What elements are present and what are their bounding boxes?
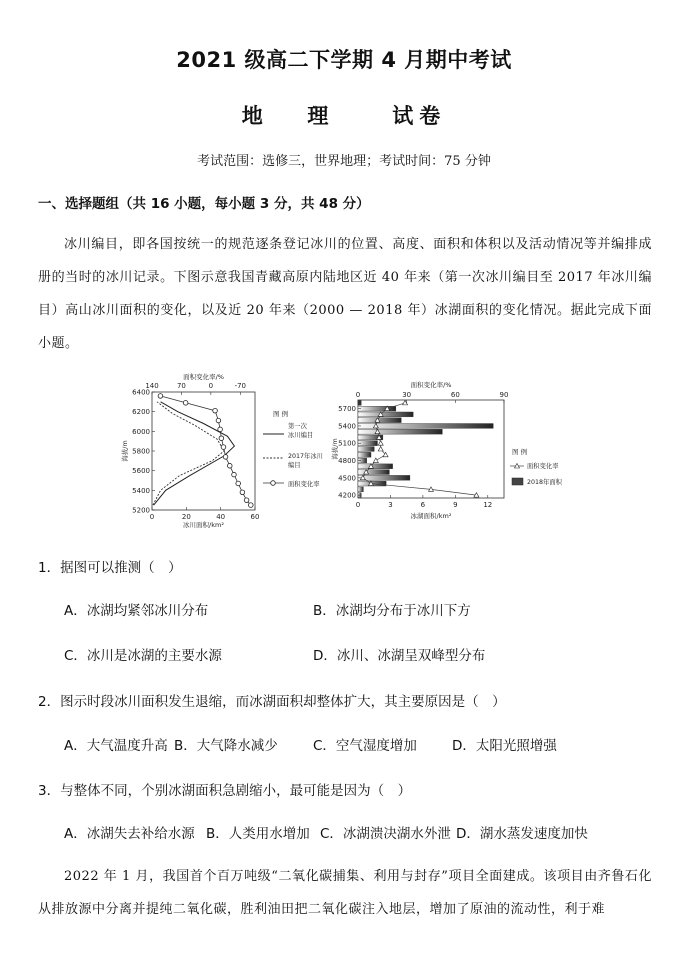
change-rate-point [216, 418, 221, 423]
series-2017-inventory-line [153, 402, 224, 505]
q1-option-d[interactable]: D．冰川、冰湖呈双峰型分布 [313, 648, 486, 664]
q2-option-d[interactable]: D．太阳光照增强 [452, 738, 557, 754]
legend-label-first: 第一次 [288, 423, 307, 430]
legend-label-rate: 面积变化率 [527, 463, 559, 470]
change-rate-point [183, 401, 188, 406]
change-rate-point [219, 436, 224, 441]
top-tick-label: 90 [499, 391, 509, 399]
y-tick-label: 5700 [338, 405, 356, 414]
exam-title: 2021 级高二下学期 4 月期中考试 [176, 48, 512, 72]
top-tick-label: -70 [234, 382, 247, 390]
y-tick-label: 6400 [132, 388, 150, 397]
x-tick-label: 12 [483, 501, 493, 509]
change-rate-point [221, 445, 226, 450]
x-tick-label: 9 [453, 501, 458, 509]
change-rate-point [218, 427, 223, 432]
lake-area-bar [358, 400, 361, 405]
q3-option-c[interactable]: C．冰湖溃决湖水外泄 [320, 826, 451, 842]
plot-frame [152, 392, 255, 510]
q2-option-a[interactable]: A．大气温度升高 [64, 738, 168, 754]
x-tick-label: 20 [181, 513, 191, 521]
x-tick-label: 40 [216, 513, 226, 521]
q1-option-c[interactable]: C．冰川是冰湖的主要水源 [64, 648, 222, 664]
x-tick-label: 6 [420, 501, 426, 509]
y-tick-label: 5100 [338, 439, 356, 448]
exam-subtitle: 地 理 试卷 [241, 104, 447, 128]
y-tick-label: 6200 [132, 408, 150, 417]
change-rate-point [244, 498, 249, 503]
legend-label-2017: 2017年冰川 [288, 453, 323, 460]
lake-area-bar [358, 464, 393, 469]
legend-label-area: 2018年面积 [527, 479, 562, 486]
y-tick-label: 5400 [132, 486, 150, 495]
lake-area-bar [358, 452, 371, 457]
top-tick-label: 140 [145, 382, 159, 390]
change-rate-point [232, 472, 237, 477]
y-tick-label: 6000 [132, 427, 150, 436]
top-tick-label: 60 [450, 391, 460, 399]
q3-option-d[interactable]: D．湖水蒸发速度加快 [456, 826, 588, 842]
change-rate-point [158, 394, 163, 399]
legend-label-2017-2: 编目 [288, 462, 301, 469]
q1-option-a[interactable]: A．冰湖均紧邻冰川分布 [64, 603, 209, 619]
y-tick-label: 5800 [132, 447, 150, 456]
q2-option-c[interactable]: C．空气湿度增加 [313, 738, 417, 754]
glacier-chart [118, 372, 348, 528]
change-rate-point [213, 408, 218, 413]
y-tick-label: 5600 [132, 467, 150, 476]
y-axis-title: 海拔/m [331, 438, 339, 460]
legend-title: 图 例 [273, 410, 289, 418]
legend-title: 图 例 [512, 448, 528, 456]
lake-change-rate-point [378, 447, 383, 452]
y-tick-label: 5400 [338, 422, 356, 431]
lake-area-bar [358, 447, 374, 452]
series-first-inventory-line [154, 402, 235, 505]
y-tick-label: 4800 [338, 457, 356, 466]
change-rate-point [240, 490, 245, 495]
question-3: 3．与整体不同，个别冰湖面积急剧缩小，最可能是因为（ ） [38, 783, 412, 799]
lake-change-rate-point [373, 458, 378, 463]
q3-option-b[interactable]: B．人类用水增加 [206, 826, 310, 842]
x-tick-label: 60 [250, 513, 260, 521]
series-change-rate-line [160, 396, 250, 505]
passage-ccus: 2022 年 1 月，我国首个百万吨级“二氧化碳捕集、利用与封存”项目全面建成。该项目由齐鲁石化从排放源中分离并提纯二氧化碳，胜利油田把二氧化碳注入地层，增加了原油的流动性，利于难 [38, 869, 652, 917]
lake-change-rate-point [378, 441, 383, 446]
top-axis-title: 面积变化率/% [410, 381, 452, 389]
top-tick-label: 70 [176, 382, 186, 390]
q3-option-a[interactable]: A．冰湖失去补给水源 [64, 826, 195, 842]
change-rate-point [223, 455, 228, 460]
legend-label-first-2: 冰川编目 [288, 432, 314, 439]
top-axis-title: 面积变化率/% [183, 373, 224, 381]
top-tick-label: 30 [402, 391, 412, 399]
y-tick-label: 4200 [338, 491, 356, 500]
legend-label-rate: 面积变化率 [288, 481, 320, 488]
glacial-lake-chart [332, 378, 564, 526]
y-tick-label: 4500 [338, 474, 356, 483]
legend-marker-rate [271, 481, 276, 486]
question-1: 1．据图可以推测（ ） [38, 560, 182, 576]
lake-area-bar [358, 406, 396, 411]
change-rate-point [236, 481, 241, 486]
q2-option-b[interactable]: B．大气降水减少 [174, 738, 278, 754]
x-axis-title: 冰湖面积/km² [410, 512, 452, 520]
x-tick-label: 0 [355, 501, 361, 509]
lake-area-bar [358, 470, 389, 475]
lake-area-bar [358, 412, 413, 417]
q1-option-b[interactable]: B．冰湖均分布于冰川下方 [313, 603, 471, 619]
change-rate-point [248, 503, 253, 508]
lake-area-bar [358, 487, 363, 492]
top-tick-label: 0 [208, 382, 214, 390]
y-axis-title: 海拔/m [121, 440, 129, 462]
x-axis-title: 冰川面积/km² [183, 521, 224, 529]
question-2: 2．图示时段冰川面积发生退缩，而冰湖面积却整体扩大，其主要原因是（ ） [38, 694, 506, 710]
exam-scope: 考试范围：选修三，世界地理；考试时间：75 分钟 [197, 154, 491, 169]
section-heading: 一、选择题组（共 16 小题，每小题 3 分，共 48 分） [38, 196, 370, 212]
top-tick-label: 0 [355, 391, 361, 399]
y-tick-label: 5200 [132, 506, 150, 515]
x-tick-label: 3 [388, 501, 393, 509]
x-tick-label: 0 [149, 513, 155, 521]
passage-glacier: 冰川编目，即各国按统一的规范逐条登记冰川的位置、高度、面积和体积以及活动情况等并编排成册的当时的冰川记录。下图示意我国青藏高原内陆地区近 40 年来（第一次冰川编目至 2017 年冰川编目）高山冰川面积的变化，以及近 20 年来（2000 — 2018 年）冰湖面积的变化情况。据此完成下面小题。 [38, 237, 652, 351]
change-rate-point [227, 463, 232, 468]
lake-area-bar [358, 429, 442, 434]
legend-swatch-area [512, 478, 523, 485]
